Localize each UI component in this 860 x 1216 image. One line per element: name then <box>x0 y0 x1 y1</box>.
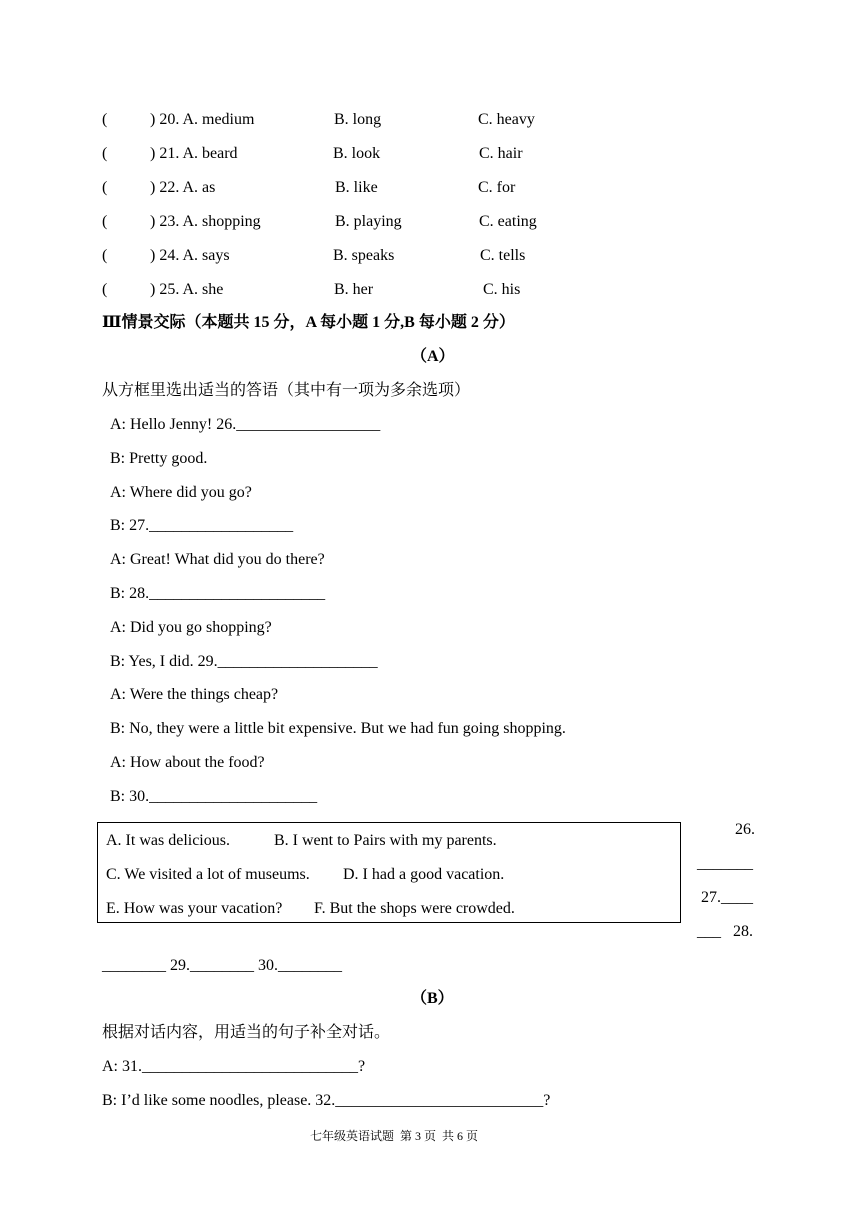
part-a-label: （A） <box>411 348 455 365</box>
option-b: B. look <box>333 145 381 162</box>
part-b-instruction: 根据对话内容，用适当的句子补全对话。 <box>102 1024 391 1041</box>
paren-open: ( <box>102 247 108 264</box>
option-c: C. heavy <box>478 111 535 128</box>
part-b-label: （B） <box>411 990 454 1007</box>
option-c: C. tells <box>480 247 526 264</box>
paren-open: ( <box>102 111 108 128</box>
dialogue-line: B: I’d like some noodles, please. 32.__________________________? <box>102 1092 551 1109</box>
option-item: F. But the shops were crowded. <box>314 900 515 917</box>
option-b: B. her <box>334 281 374 298</box>
part-a-instruction: 从方框里选出适当的答语（其中有一项为多余选项） <box>102 382 471 399</box>
dialogue-line: A: How about the food? <box>110 754 265 771</box>
option-item: E. How was your vacation? <box>106 900 283 917</box>
question-option-a: ) 20. A. medium <box>150 111 255 128</box>
dialogue-line: A: Did you go shopping? <box>110 619 272 636</box>
dialogue-line: B: No, they were a little bit expensive. But we had fun going shopping. <box>110 720 566 737</box>
option-c: C. for <box>478 179 516 196</box>
answer-blank: 26. <box>735 821 755 838</box>
paren-open: ( <box>102 281 108 298</box>
question-option-a: ) 21. A. beard <box>150 145 238 162</box>
answer-blank: ___ 28. <box>697 923 753 940</box>
dialogue-line: B: 30._____________________ <box>110 788 318 805</box>
paren-open: ( <box>102 213 108 230</box>
dialogue-line: B: 28.______________________ <box>110 585 326 602</box>
option-c: C. eating <box>479 213 537 230</box>
option-item: A. It was delicious. <box>106 832 230 849</box>
answer-blank: _______ <box>697 855 753 872</box>
option-b: B. like <box>335 179 378 196</box>
dialogue-line: A: Great! What did you do there? <box>110 551 325 568</box>
option-c: C. hair <box>479 145 523 162</box>
dialogue-line: B: Yes, I did. 29.____________________ <box>110 653 378 670</box>
paren-open: ( <box>102 179 108 196</box>
question-option-a: ) 22. A. as <box>150 179 216 196</box>
dialogue-line: A: 31.___________________________? <box>102 1058 366 1075</box>
dialogue-line: B: 27.__________________ <box>110 517 294 534</box>
answer-blank: 27.____ <box>701 889 753 906</box>
paren-open: ( <box>102 145 108 162</box>
question-option-a: ) 23. A. shopping <box>150 213 261 230</box>
answer-blanks-bottom: ________ 29.________ 30.________ <box>102 957 342 974</box>
option-b: B. speaks <box>333 247 395 264</box>
dialogue-line: A: Hello Jenny! 26.__________________ <box>110 416 381 433</box>
option-item: C. We visited a lot of museums. <box>106 866 310 883</box>
page-footer: 七年级英语试题 第 3 页 共 6 页 <box>310 1129 479 1143</box>
question-option-a: ) 24. A. says <box>150 247 230 264</box>
dialogue-line: A: Were the things cheap? <box>110 686 279 703</box>
option-item: D. I had a good vacation. <box>343 866 505 883</box>
section-title: Ⅲ情景交际（本题共 15 分，A 每小题 1 分,B 每小题 2 分） <box>102 314 515 331</box>
option-b: B. long <box>334 111 382 128</box>
option-c: C. his <box>483 281 521 298</box>
dialogue-line: A: Where did you go? <box>110 484 252 501</box>
dialogue-line: B: Pretty good. <box>110 450 208 467</box>
option-b: B. playing <box>335 213 402 230</box>
option-item: B. I went to Pairs with my parents. <box>274 832 497 849</box>
question-option-a: ) 25. A. she <box>150 281 224 298</box>
